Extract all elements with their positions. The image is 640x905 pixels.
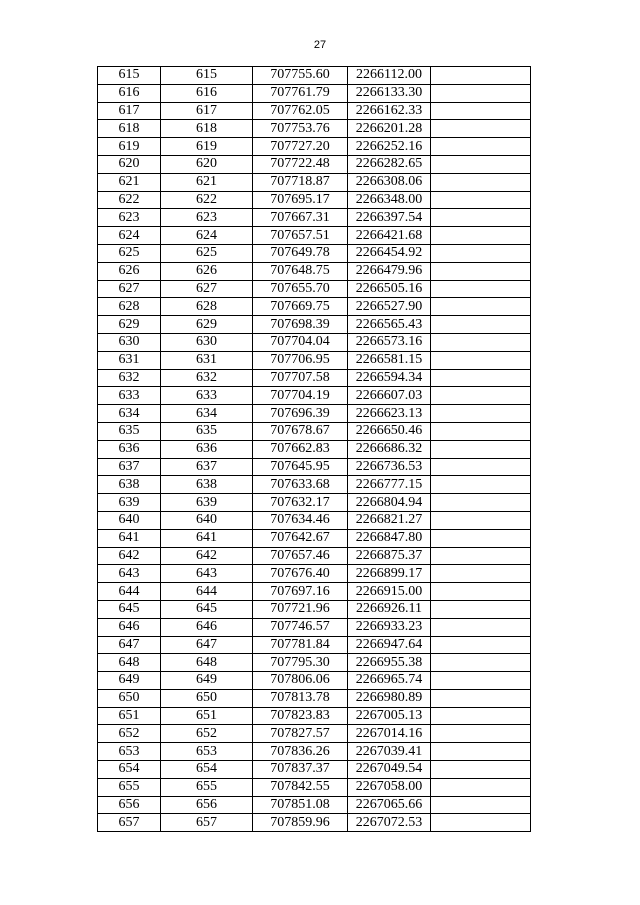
- y-coordinate-cell: 2267072.53: [348, 814, 431, 832]
- empty-cell: [431, 707, 531, 725]
- table-row: [98, 547, 531, 565]
- y-coordinate-cell: 2266933.23: [348, 618, 431, 636]
- point-id-cell: 654: [98, 761, 161, 779]
- point-number-cell: 646: [161, 618, 253, 636]
- point-number-cell: 655: [161, 778, 253, 796]
- point-id-cell: 649: [98, 672, 161, 690]
- table-row: [98, 672, 531, 690]
- empty-cell: [431, 387, 531, 405]
- point-number-cell: 617: [161, 102, 253, 120]
- empty-cell: [431, 583, 531, 601]
- point-id-cell: 632: [98, 369, 161, 387]
- point-number-cell: 623: [161, 209, 253, 227]
- x-coordinate-cell: 707669.75: [253, 298, 348, 316]
- y-coordinate-cell: 2266686.32: [348, 440, 431, 458]
- point-number-cell: 652: [161, 725, 253, 743]
- point-id-cell: 657: [98, 814, 161, 832]
- table-row: [98, 316, 531, 334]
- point-id-cell: 622: [98, 191, 161, 209]
- point-number-cell: 653: [161, 743, 253, 761]
- point-number-cell: 639: [161, 494, 253, 512]
- point-number-cell: 645: [161, 600, 253, 618]
- y-coordinate-cell: 2266201.28: [348, 120, 431, 138]
- y-coordinate-cell: 2266252.16: [348, 138, 431, 156]
- x-coordinate-cell: 707859.96: [253, 814, 348, 832]
- point-id-cell: 627: [98, 280, 161, 298]
- empty-cell: [431, 138, 531, 156]
- y-coordinate-cell: 2267039.41: [348, 743, 431, 761]
- point-id-cell: 621: [98, 173, 161, 191]
- y-coordinate-cell: 2266623.13: [348, 405, 431, 423]
- point-number-cell: 656: [161, 796, 253, 814]
- empty-cell: [431, 743, 531, 761]
- point-number-cell: 644: [161, 583, 253, 601]
- point-number-cell: 620: [161, 155, 253, 173]
- table-row: [98, 280, 531, 298]
- point-id-cell: 648: [98, 654, 161, 672]
- table-row: [98, 565, 531, 583]
- point-id-cell: 640: [98, 511, 161, 529]
- point-id-cell: 651: [98, 707, 161, 725]
- x-coordinate-cell: 707837.37: [253, 761, 348, 779]
- point-id-cell: 645: [98, 600, 161, 618]
- x-coordinate-cell: 707657.51: [253, 227, 348, 245]
- table-row: [98, 636, 531, 654]
- point-id-cell: 619: [98, 138, 161, 156]
- point-id-cell: 642: [98, 547, 161, 565]
- point-number-cell: 621: [161, 173, 253, 191]
- table-row: [98, 707, 531, 725]
- empty-cell: [431, 333, 531, 351]
- point-number-cell: 624: [161, 227, 253, 245]
- y-coordinate-cell: 2266926.11: [348, 600, 431, 618]
- y-coordinate-cell: 2266421.68: [348, 227, 431, 245]
- point-id-cell: 623: [98, 209, 161, 227]
- point-id-cell: 655: [98, 778, 161, 796]
- x-coordinate-cell: 707697.16: [253, 583, 348, 601]
- table-row: [98, 743, 531, 761]
- point-id-cell: 616: [98, 84, 161, 102]
- x-coordinate-cell: 707704.19: [253, 387, 348, 405]
- y-coordinate-cell: 2266565.43: [348, 316, 431, 334]
- empty-cell: [431, 600, 531, 618]
- point-id-cell: 634: [98, 405, 161, 423]
- point-number-cell: 651: [161, 707, 253, 725]
- table-row: [98, 84, 531, 102]
- point-id-cell: 630: [98, 333, 161, 351]
- point-number-cell: 632: [161, 369, 253, 387]
- table-row: [98, 618, 531, 636]
- table-row: [98, 440, 531, 458]
- empty-cell: [431, 494, 531, 512]
- table-row: [98, 298, 531, 316]
- y-coordinate-cell: 2266965.74: [348, 672, 431, 690]
- point-id-cell: 637: [98, 458, 161, 476]
- point-number-cell: 629: [161, 316, 253, 334]
- empty-cell: [431, 316, 531, 334]
- point-id-cell: 638: [98, 476, 161, 494]
- y-coordinate-cell: 2266821.27: [348, 511, 431, 529]
- empty-cell: [431, 672, 531, 690]
- y-coordinate-cell: 2266348.00: [348, 191, 431, 209]
- y-coordinate-cell: 2266607.03: [348, 387, 431, 405]
- y-coordinate-cell: 2266479.96: [348, 262, 431, 280]
- x-coordinate-cell: 707727.20: [253, 138, 348, 156]
- x-coordinate-cell: 707721.96: [253, 600, 348, 618]
- table-row: [98, 778, 531, 796]
- y-coordinate-cell: 2267014.16: [348, 725, 431, 743]
- point-number-cell: 640: [161, 511, 253, 529]
- empty-cell: [431, 689, 531, 707]
- y-coordinate-cell: 2266581.15: [348, 351, 431, 369]
- y-coordinate-cell: 2266955.38: [348, 654, 431, 672]
- empty-cell: [431, 173, 531, 191]
- point-number-cell: 641: [161, 529, 253, 547]
- empty-cell: [431, 476, 531, 494]
- x-coordinate-cell: 707781.84: [253, 636, 348, 654]
- point-number-cell: 627: [161, 280, 253, 298]
- point-number-cell: 625: [161, 244, 253, 262]
- empty-cell: [431, 227, 531, 245]
- table-row: [98, 351, 531, 369]
- y-coordinate-cell: 2266112.00: [348, 67, 431, 85]
- y-coordinate-cell: 2266308.06: [348, 173, 431, 191]
- point-id-cell: 650: [98, 689, 161, 707]
- x-coordinate-cell: 707706.95: [253, 351, 348, 369]
- point-id-cell: 635: [98, 422, 161, 440]
- x-coordinate-cell: 707761.79: [253, 84, 348, 102]
- x-coordinate-cell: 707633.68: [253, 476, 348, 494]
- empty-cell: [431, 761, 531, 779]
- y-coordinate-cell: 2266736.53: [348, 458, 431, 476]
- empty-cell: [431, 351, 531, 369]
- point-number-cell: 637: [161, 458, 253, 476]
- point-number-cell: 642: [161, 547, 253, 565]
- table-row: [98, 67, 531, 85]
- empty-cell: [431, 155, 531, 173]
- y-coordinate-cell: 2266947.64: [348, 636, 431, 654]
- x-coordinate-cell: 707704.04: [253, 333, 348, 351]
- x-coordinate-cell: 707642.67: [253, 529, 348, 547]
- y-coordinate-cell: 2266573.16: [348, 333, 431, 351]
- point-id-cell: 626: [98, 262, 161, 280]
- empty-cell: [431, 725, 531, 743]
- y-coordinate-cell: 2266875.37: [348, 547, 431, 565]
- point-id-cell: 646: [98, 618, 161, 636]
- point-number-cell: 628: [161, 298, 253, 316]
- table-row: [98, 102, 531, 120]
- table-row: [98, 583, 531, 601]
- empty-cell: [431, 654, 531, 672]
- point-id-cell: 629: [98, 316, 161, 334]
- point-id-cell: 639: [98, 494, 161, 512]
- y-coordinate-cell: 2266397.54: [348, 209, 431, 227]
- y-coordinate-cell: 2266527.90: [348, 298, 431, 316]
- empty-cell: [431, 298, 531, 316]
- y-coordinate-cell: 2266777.15: [348, 476, 431, 494]
- point-id-cell: 643: [98, 565, 161, 583]
- empty-cell: [431, 636, 531, 654]
- x-coordinate-cell: 707695.17: [253, 191, 348, 209]
- x-coordinate-cell: 707851.08: [253, 796, 348, 814]
- y-coordinate-cell: 2267049.54: [348, 761, 431, 779]
- table-row: [98, 138, 531, 156]
- table-row: [98, 654, 531, 672]
- point-number-cell: 633: [161, 387, 253, 405]
- x-coordinate-cell: 707648.75: [253, 262, 348, 280]
- empty-cell: [431, 84, 531, 102]
- empty-cell: [431, 191, 531, 209]
- point-id-cell: 620: [98, 155, 161, 173]
- empty-cell: [431, 422, 531, 440]
- x-coordinate-cell: 707823.83: [253, 707, 348, 725]
- empty-cell: [431, 458, 531, 476]
- y-coordinate-cell: 2266847.80: [348, 529, 431, 547]
- y-coordinate-cell: 2266133.30: [348, 84, 431, 102]
- table-row: [98, 761, 531, 779]
- point-id-cell: 617: [98, 102, 161, 120]
- table-row: [98, 458, 531, 476]
- y-coordinate-cell: 2266899.17: [348, 565, 431, 583]
- empty-cell: [431, 440, 531, 458]
- y-coordinate-cell: 2266804.94: [348, 494, 431, 512]
- point-id-cell: 628: [98, 298, 161, 316]
- empty-cell: [431, 529, 531, 547]
- x-coordinate-cell: 707657.46: [253, 547, 348, 565]
- point-number-cell: 622: [161, 191, 253, 209]
- x-coordinate-cell: 707667.31: [253, 209, 348, 227]
- point-number-cell: 631: [161, 351, 253, 369]
- y-coordinate-cell: 2266505.16: [348, 280, 431, 298]
- point-number-cell: 635: [161, 422, 253, 440]
- empty-cell: [431, 369, 531, 387]
- point-number-cell: 638: [161, 476, 253, 494]
- x-coordinate-cell: 707755.60: [253, 67, 348, 85]
- empty-cell: [431, 280, 531, 298]
- y-coordinate-cell: 2266594.34: [348, 369, 431, 387]
- point-id-cell: 624: [98, 227, 161, 245]
- y-coordinate-cell: 2266980.89: [348, 689, 431, 707]
- point-id-cell: 636: [98, 440, 161, 458]
- empty-cell: [431, 618, 531, 636]
- x-coordinate-cell: 707696.39: [253, 405, 348, 423]
- y-coordinate-cell: 2266282.65: [348, 155, 431, 173]
- x-coordinate-cell: 707632.17: [253, 494, 348, 512]
- y-coordinate-cell: 2267005.13: [348, 707, 431, 725]
- y-coordinate-cell: 2266915.00: [348, 583, 431, 601]
- table-row: [98, 209, 531, 227]
- point-id-cell: 633: [98, 387, 161, 405]
- empty-cell: [431, 511, 531, 529]
- empty-cell: [431, 778, 531, 796]
- empty-cell: [431, 547, 531, 565]
- x-coordinate-cell: 707655.70: [253, 280, 348, 298]
- empty-cell: [431, 262, 531, 280]
- table-row: [98, 725, 531, 743]
- point-id-cell: 652: [98, 725, 161, 743]
- x-coordinate-cell: 707707.58: [253, 369, 348, 387]
- point-number-cell: 618: [161, 120, 253, 138]
- y-coordinate-cell: 2266162.33: [348, 102, 431, 120]
- point-id-cell: 653: [98, 743, 161, 761]
- point-number-cell: 650: [161, 689, 253, 707]
- point-id-cell: 656: [98, 796, 161, 814]
- point-number-cell: 626: [161, 262, 253, 280]
- table-row: [98, 600, 531, 618]
- point-id-cell: 631: [98, 351, 161, 369]
- table-row: [98, 262, 531, 280]
- x-coordinate-cell: 707753.76: [253, 120, 348, 138]
- point-id-cell: 618: [98, 120, 161, 138]
- x-coordinate-cell: 707722.48: [253, 155, 348, 173]
- x-coordinate-cell: 707795.30: [253, 654, 348, 672]
- table-row: [98, 511, 531, 529]
- empty-cell: [431, 814, 531, 832]
- point-number-cell: 634: [161, 405, 253, 423]
- empty-cell: [431, 209, 531, 227]
- table-row: [98, 387, 531, 405]
- empty-cell: [431, 244, 531, 262]
- point-number-cell: 615: [161, 67, 253, 85]
- table-row: [98, 796, 531, 814]
- empty-cell: [431, 796, 531, 814]
- x-coordinate-cell: 707827.57: [253, 725, 348, 743]
- table-row: [98, 814, 531, 832]
- y-coordinate-cell: 2266454.92: [348, 244, 431, 262]
- x-coordinate-cell: 707634.46: [253, 511, 348, 529]
- coordinates-table-body: [98, 67, 531, 832]
- point-number-cell: 630: [161, 333, 253, 351]
- table-row: [98, 422, 531, 440]
- x-coordinate-cell: 707676.40: [253, 565, 348, 583]
- table-row: [98, 227, 531, 245]
- x-coordinate-cell: 707746.57: [253, 618, 348, 636]
- table-row: [98, 333, 531, 351]
- table-row: [98, 173, 531, 191]
- table-row: [98, 405, 531, 423]
- table-row: [98, 244, 531, 262]
- y-coordinate-cell: 2267065.66: [348, 796, 431, 814]
- point-number-cell: 649: [161, 672, 253, 690]
- x-coordinate-cell: 707718.87: [253, 173, 348, 191]
- point-id-cell: 641: [98, 529, 161, 547]
- empty-cell: [431, 67, 531, 85]
- x-coordinate-cell: 707698.39: [253, 316, 348, 334]
- table-row: [98, 191, 531, 209]
- table-row: [98, 529, 531, 547]
- point-number-cell: 619: [161, 138, 253, 156]
- page-number: 27: [313, 39, 327, 51]
- x-coordinate-cell: 707806.06: [253, 672, 348, 690]
- point-number-cell: 616: [161, 84, 253, 102]
- x-coordinate-cell: 707813.78: [253, 689, 348, 707]
- point-number-cell: 654: [161, 761, 253, 779]
- x-coordinate-cell: 707662.83: [253, 440, 348, 458]
- x-coordinate-cell: 707762.05: [253, 102, 348, 120]
- empty-cell: [431, 405, 531, 423]
- table-row: [98, 369, 531, 387]
- empty-cell: [431, 120, 531, 138]
- empty-cell: [431, 565, 531, 583]
- table-row: [98, 155, 531, 173]
- y-coordinate-cell: 2267058.00: [348, 778, 431, 796]
- y-coordinate-cell: 2266650.46: [348, 422, 431, 440]
- point-number-cell: 647: [161, 636, 253, 654]
- table-row: [98, 689, 531, 707]
- x-coordinate-cell: 707836.26: [253, 743, 348, 761]
- coordinates-table: [97, 66, 531, 832]
- point-id-cell: 625: [98, 244, 161, 262]
- point-id-cell: 647: [98, 636, 161, 654]
- point-number-cell: 636: [161, 440, 253, 458]
- point-number-cell: 643: [161, 565, 253, 583]
- table-row: [98, 494, 531, 512]
- x-coordinate-cell: 707645.95: [253, 458, 348, 476]
- x-coordinate-cell: 707649.78: [253, 244, 348, 262]
- empty-cell: [431, 102, 531, 120]
- point-id-cell: 615: [98, 67, 161, 85]
- point-number-cell: 657: [161, 814, 253, 832]
- table-row: [98, 476, 531, 494]
- point-id-cell: 644: [98, 583, 161, 601]
- table-row: [98, 120, 531, 138]
- point-number-cell: 648: [161, 654, 253, 672]
- x-coordinate-cell: 707678.67: [253, 422, 348, 440]
- x-coordinate-cell: 707842.55: [253, 778, 348, 796]
